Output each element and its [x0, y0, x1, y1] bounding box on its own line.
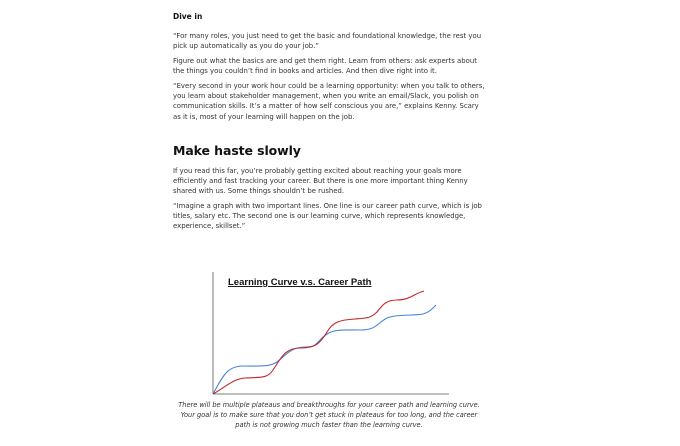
paragraph-figure-out-basics: Figure out what the basics are and get them right. Learn from others: ask experts about the things you couldn’t find in books and articles. And then dive right into it.: [173, 57, 477, 76]
section-title: Make haste slowly: [173, 143, 301, 158]
paragraph-quote-basics: “For many roles, you just need to get the basic and foundational knowledge, the rest you pick up automatically as you do your job.”: [173, 32, 482, 51]
subheading-dive-in: Dive in: [173, 12, 203, 21]
learning-curve-line: [213, 305, 436, 394]
learning-vs-career-figure: [205, 266, 455, 400]
figure-caption: There will be multiple plateaus and breakthroughs for your career path and learning curve. Your goal is to make sure that you don’t get stuck in plateaus for too long, and the career path is not growing much faster than the learning curve.: [178, 401, 480, 429]
career-path-line: [213, 291, 424, 394]
paragraph-learning-opportunity: “Every second in your work hour could be a learning opportunity: when you talk to others, you learn about stakeholder management, when you write an email/Slack, you polish on communication skills. It’s a matter of how self conscious you are,” explains Kenny. Scary as it is, most of your learning will happen on the job.: [173, 82, 485, 121]
paragraph-imagine-graph: “Imagine a graph with two important lines. One line is our career path curve, which is job titles, salary etc. The second one is our learning curve, which represents knowledge, experience, skillset.”: [173, 202, 482, 231]
paragraph-read-this-far: If you read this far, you’re probably getting excited about reaching your goals more efficiently and fast tracking your career. But there is one more important thing Kenny shared with us. Some things shouldn’t be rushed.: [173, 167, 468, 196]
figure-title: Learning Curve v.s. Career Path: [228, 277, 372, 288]
